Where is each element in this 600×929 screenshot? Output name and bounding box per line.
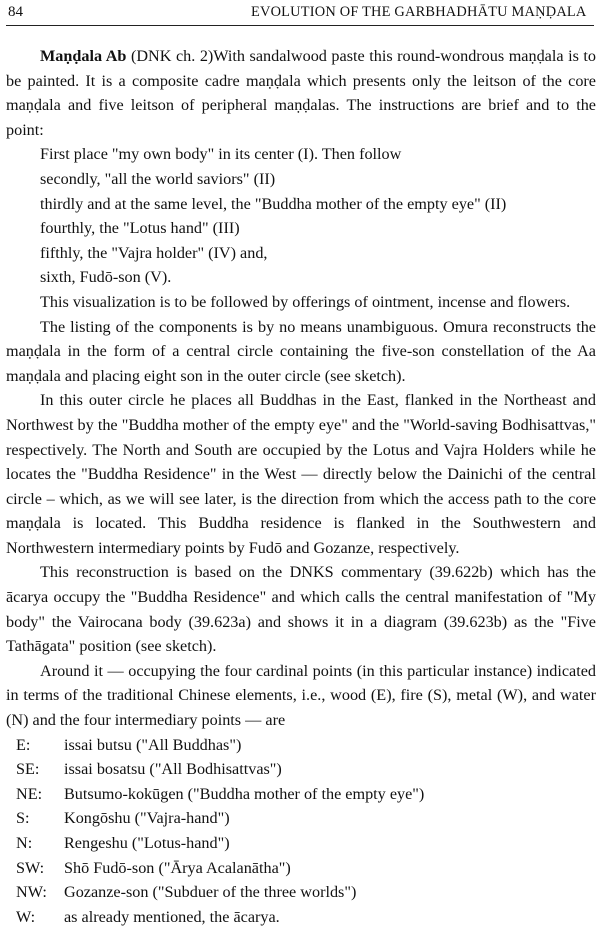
paragraph: Around it — occupying the four cardinal points (in this particular instance) indicated in terms of the traditional Chinese elements, i.e., wood (E), fire (S), metal (W), and water (N) and the four intermediary points — are [6,661,596,730]
list-item: sixth, Fudō-son (V). [40,268,172,287]
direction-key: SE: [16,760,40,779]
direction-value: Gozanze-son ("Subduer of the three worlds") [64,883,357,902]
paragraph: The listing of the components is by no means unambiguous. Omura reconstructs the maṇḍala in the form of a central circle containing the five-son constellation of the Aa maṇḍala and placing eight son in the outer circle (see sketch). [6,317,596,385]
running-title: EVOLUTION OF THE GARBHADHĀTU MAṆḌALA [251,4,587,20]
section-heading: Maṇḍala Ab [40,47,127,65]
intro-text: (DNK ch. 2)With sandalwood paste this round-wondrous maṇḍala is to be painted. It is a composite cadre maṇḍala which presents only the leitson of the core maṇḍala and five leitson of peripheral maṇḍalas. The instructions are brief and to the point: [6,47,596,139]
direction-row [6,880,596,905]
direction-key: NW: [16,883,47,902]
direction-row [6,905,596,929]
list-item: thirdly and at the same level, the "Buddha mother of the empty eye" (II) [40,194,507,213]
order-list [6,142,596,290]
direction-row [6,806,596,831]
direction-value: issai butsu ("All Buddhas") [64,735,242,754]
page-body [6,44,596,929]
intro-paragraph [6,44,596,142]
paragraph: This visualization is to be followed by offerings of ointment, incense and flowers. [40,292,571,311]
direction-key: N: [16,834,33,852]
direction-value: Rengeshu ("Lotus-hand") [64,834,230,852]
direction-key: W: [16,907,36,926]
paragraph: In this outer circle he places all Buddhas in the East, flanked in the Northeast and Northwest by the "Buddha mother of the empty eye" and the "World-saving Bodhisattvas," respectively. The North and South are occupied by the Lotus and Vajra Holders while he locates the "Buddha Residence" in the West — directly below the Dainichi of the central circle – which, as we will see later, is the direction from which the access path to the core maṇḍala is located. This Buddha residence is flanked in the Southwestern and Northwestern intermediary points by Fudō and Gozanze, respectively. [6,391,596,557]
page-number: 84 [8,4,23,20]
direction-key: SW: [16,858,45,877]
direction-key: S: [16,809,30,828]
list-item: secondly, "all the world saviors" (II) [40,169,276,188]
direction-value: Kongōshu ("Vajra-hand") [64,809,230,828]
direction-row [6,856,596,881]
direction-value: issai bosatsu ("All Bodhisattvas") [64,760,282,779]
list-item: fourthly, the "Lotus hand" (III) [40,219,240,238]
direction-key: NE: [16,784,43,803]
direction-row [6,733,596,758]
paragraph: This reconstruction is based on the DNKS commentary (39.622b) which has the ācarya occupy the "Buddha Residence" and which calls the central manifestation of "My body" the Vairocana body (39.623a) and shows it in a diagram (39.623b) as the "Five Tathāgata" position (see sketch). [6,563,596,656]
list-item: First place "my own body" in its center (I). Then follow [40,145,402,164]
direction-key: E: [16,735,31,754]
direction-value: Shō Fudō-son ("Ārya Acalanātha") [64,858,291,877]
header-rule [6,25,594,26]
direction-value: as already mentioned, the ācarya. [64,907,280,926]
direction-row [6,757,596,782]
directions-list [6,733,596,929]
direction-value: Butsumo-kokūgen ("Buddha mother of the empty eye") [64,784,425,803]
list-item: fifthly, the "Vajra holder" (IV) and, [40,243,268,262]
direction-row [6,782,596,807]
direction-row [6,831,596,856]
